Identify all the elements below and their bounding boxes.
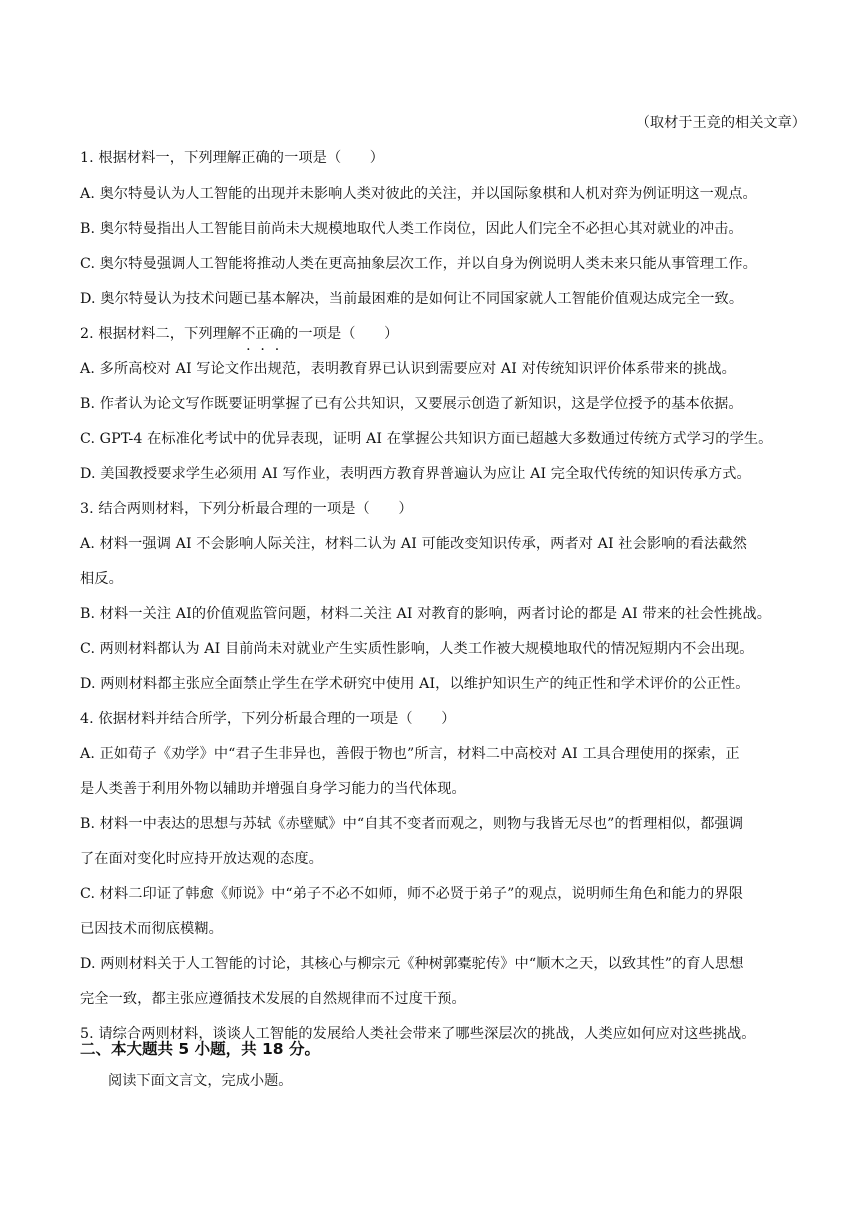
question-2-option-c: C. GPT-4 在标准化考试中的优异表现，证明 AI 在掌握公共知识方面已超越大多数通过传统方式学习的学生。: [80, 431, 773, 447]
question-1-option-b: B. 奥尔特曼指出人工智能目前尚未大规模地取代人类工作岗位，因此人们完全不必担心其对就业的冲击。: [80, 221, 743, 237]
section-intro: 阅读下面文言文，完成小题。: [108, 1073, 293, 1089]
question-3-stem: 3. 结合两则材料，下列分析最合理的一项是（ ）: [80, 501, 413, 517]
emphasis-char: 确: [269, 326, 285, 342]
question-2-option-a: A. 多所高校对 AI 写论文作出规范，表明教育界已认识到需要应对 AI 对传统知识评价体系带来的挑战。: [80, 361, 736, 377]
question-1-stem: 1. 根据材料一，下列理解正确的一项是（ ）: [80, 150, 385, 166]
question-2-option-d: D. 美国教授要求学生必须用 AI 写作业，表明西方教育界普遍认为应让 AI 完全取代传统的知识传承方式。: [80, 466, 751, 482]
question-3-option-b: B. 材料一关注 AI的价值观监管问题，材料二关注 AI 对教育的影响，两者讨论的都是 AI 带来的社会性挑战。: [80, 606, 772, 622]
question-1-option-a: A. 奥尔特曼认为人工智能的出现并未影响人类对彼此的关注，并以国际象棋和人机对弈为例证明这一观点。: [80, 186, 757, 202]
question-2-stem-pre: 2. 根据材料二，下列理解: [80, 326, 242, 342]
question-4-option-a-line1: A. 正如荀子《劝学》中“君子生非异也，善假于物也”所言，材料二中高校对 AI 工具合理使用的探索，正: [80, 746, 740, 762]
section-heading: 二、本大题共 5 小题，共 18 分。: [80, 1040, 320, 1058]
emphasis-char: 正: [255, 326, 270, 342]
source-note: （取材于王竞的相关文章）: [635, 115, 806, 131]
question-4-option-d-line2: 完全一致，都主张应遵循技术发展的自然规律而不过度干预。: [80, 991, 466, 1007]
question-4-option-d-line1: D. 两则材料关于人工智能的讨论，其核心与柳宗元《种树郭橐驼传》中“顺木之天，以致其性”的育人思想: [80, 956, 744, 972]
question-3-option-c: C. 两则材料都认为 AI 目前尚未对就业产生实质性影响，人类工作被大规模地取代的情况短期内不会出现。: [80, 641, 754, 657]
question-4-stem: 4. 依据材料并结合所学，下列分析最合理的一项是（ ）: [80, 711, 456, 727]
question-3-option-a-line1: A. 材料一强调 AI 不会影响人际关注，材料二认为 AI 可能改变知识传承，两者对 AI 社会影响的看法截然: [80, 536, 747, 552]
question-3-option-a-line2: 相反。: [80, 571, 123, 587]
question-4-option-c-line2: 已因技术而彻底模糊。: [80, 921, 223, 937]
question-2-stem: [80, 324, 800, 344]
question-1-option-c: C. 奥尔特曼强调人工智能将推动人类在更高抽象层次工作，并以自身为例说明人类未来只能从事管理工作。: [80, 256, 757, 272]
question-2-stem-post: 的一项是（ ）: [284, 326, 399, 342]
question-2-option-b: B. 作者认为论文写作既要证明掌握了已有公共知识，又要展示创造了新知识，这是学位授予的基本依据。: [80, 396, 743, 412]
question-4-option-c-line1: C. 材料二印证了韩愈《师说》中“弟子不必不如师，师不必贤于弟子”的观点，说明师生角色和能力的界限: [80, 886, 744, 902]
question-1-option-d: D. 奥尔特曼认为技术问题已基本解决，当前最困难的是如何让不同国家就人工智能价值观达成完全一致。: [80, 291, 744, 307]
question-5-stem: 5. 请综合两则材料，谈谈人工智能的发展给人类社会带来了哪些深层次的挑战，人类应如何应对这些挑战。: [80, 1026, 756, 1042]
question-4-option-a-line2: 是人类善于利用外物以辅助并增强自身学习能力的当代体现。: [80, 781, 466, 797]
question-3-option-d: D. 两则材料都主张应全面禁止学生在学术研究中使用 AI，以维护知识生产的纯正性和学术评价的公正性。: [80, 676, 750, 692]
question-4-option-b-line2: 了在面对变化时应持开放达观的态度。: [80, 851, 323, 867]
question-4-option-b-line1: B. 材料一中表达的思想与苏轼《赤壁赋》中“自其不变者而观之，则物与我皆无尽也”的哲理相似，都强调: [80, 816, 744, 832]
emphasis-char: 不: [241, 326, 256, 342]
